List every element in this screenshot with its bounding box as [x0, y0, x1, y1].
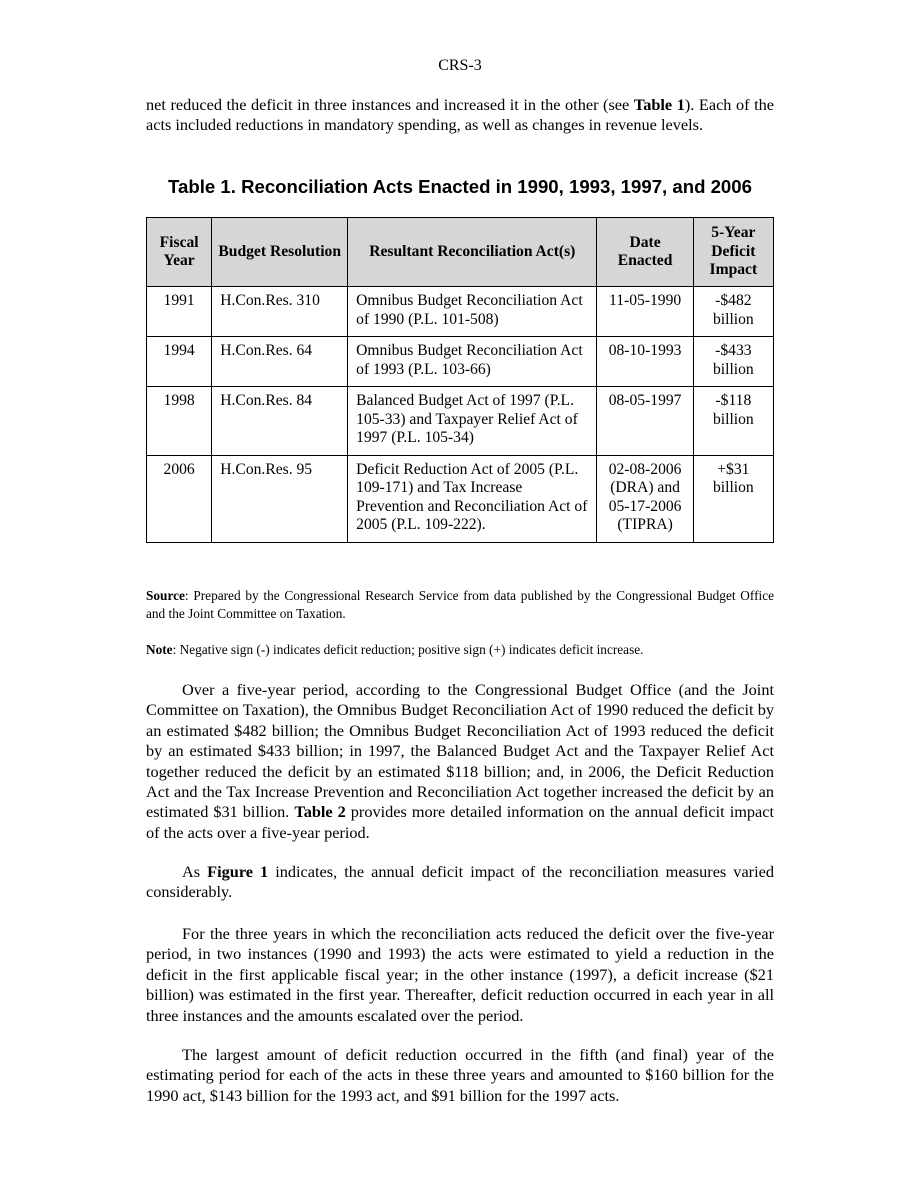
header-budget-resolution: Budget Resolution: [212, 218, 348, 287]
source-text: : Prepared by the Congressional Research Service from data published by the Congressional Budget Office and the Joint Committee on Taxation.: [146, 588, 774, 621]
table-2-reference: Table 2: [294, 802, 346, 822]
intro-text-end: ). Each of the acts included reductions in mandatory spending, as well as changes in revenue levels.: [146, 95, 774, 135]
table-1-reference: Table 1: [633, 95, 685, 114]
note-text: : Negative sign (-) indicates deficit reduction; positive sign (+) indicates deficit increase.: [172, 642, 644, 657]
paragraph-text: Over a five-year period, according to the Congressional Budget Office (and the Joint Committee on Taxation), the Omnibus Budget Reconciliation Act of 1990 reduced the deficit by an estimated $482 billion; the Omnibus Budget Reconciliation Act of 1993 reduced the deficit by an estimated $433 billion; in 1997, the Balanced Budget Act and the Taxpayer Relief Act together reduced the deficit by an estimated $118 billion; and, in 2006, the Deficit Reduction Act and the Tax Increase Prevention and Reconciliation Act together increased the deficit by an estimated $31 billion.: [146, 680, 774, 822]
header-date-enacted: Date Enacted: [597, 218, 693, 287]
table-note: [146, 641, 774, 659]
figure-1-reference: Figure 1: [207, 862, 269, 881]
body-paragraph: For the three years in which the reconciliation acts reduced the deficit over the five-year period, in two instances (1990 and 1993) the acts were estimated to yield a reduction in the deficit in the first applicable fiscal year; in the other instance (1997), a deficit increase ($21 billion) was estimated in the first year. Thereafter, deficit reduction occurred in each year in all three instances and the amounts escalated over the period.: [146, 924, 774, 1025]
table-row: [147, 287, 774, 337]
header-deficit-impact: 5-Year Deficit Impact: [693, 218, 773, 287]
cell-fiscal-year: 1998: [147, 387, 212, 456]
cell-act: Omnibus Budget Reconciliation Act of 1990 (P.L. 101-508): [348, 287, 597, 337]
table-row: [147, 455, 774, 542]
intro-paragraph: [146, 95, 774, 136]
cell-fiscal-year: 1994: [147, 337, 212, 387]
body-paragraph: [146, 862, 774, 903]
cell-date: 11-05-1990: [597, 287, 693, 337]
body-paragraph: [146, 680, 774, 843]
cell-act: Balanced Budget Act of 1997 (P.L. 105-33) and Taxpayer Relief Act of 1997 (P.L. 105-34): [348, 387, 597, 456]
cell-date: 08-10-1993: [597, 337, 693, 387]
cell-date: 08-05-1997: [597, 387, 693, 456]
header-resultant-act: Resultant Reconciliation Act(s): [348, 218, 597, 287]
reconciliation-acts-table: [146, 217, 774, 543]
cell-act: Deficit Reduction Act of 2005 (P.L. 109-171) and Tax Increase Prevention and Reconciliation Act of 2005 (P.L. 109-222).: [348, 455, 597, 542]
table-header-row: [147, 218, 774, 287]
page-number: CRS-3: [438, 57, 482, 74]
source-label: Source: [146, 588, 185, 603]
cell-fiscal-year: 2006: [147, 455, 212, 542]
table-title: Table 1. Reconciliation Acts Enacted in 1990, 1993, 1997, and 2006: [168, 176, 752, 197]
note-label: Note: [146, 642, 173, 657]
cell-date: 02-08-2006 (DRA) and 05-17-2006 (TIPRA): [597, 455, 693, 542]
paragraph-text: As: [182, 862, 208, 881]
cell-impact: +$31 billion: [693, 455, 773, 542]
paragraph-text: provides more detailed information on the annual deficit impact of the acts over a five-year period.: [146, 802, 774, 842]
cell-act: Omnibus Budget Reconciliation Act of 1993 (P.L. 103-66): [348, 337, 597, 387]
cell-impact: -$433 billion: [693, 337, 773, 387]
intro-text-start: net reduced the deficit in three instances and increased it in the other (see: [146, 95, 634, 114]
cell-budget-resolution: H.Con.Res. 64: [212, 337, 348, 387]
cell-budget-resolution: H.Con.Res. 84: [212, 387, 348, 456]
table-source: [146, 587, 774, 623]
cell-fiscal-year: 1991: [147, 287, 212, 337]
body-paragraph: The largest amount of deficit reduction occurred in the fifth (and final) year of the estimating period for each of the acts in these three years and amounted to $160 billion for the 1990 act, $143 billion for the 1993 act, and $91 billion for the 1997 acts.: [146, 1045, 774, 1105]
cell-impact: -$118 billion: [693, 387, 773, 456]
cell-impact: -$482 billion: [693, 287, 773, 337]
cell-budget-resolution: H.Con.Res. 310: [212, 287, 348, 337]
table-row: [147, 337, 774, 387]
paragraph-text: indicates, the annual deficit impact of the reconciliation measures varied considerably.: [146, 862, 774, 902]
cell-budget-resolution: H.Con.Res. 95: [212, 455, 348, 542]
header-fiscal-year: Fiscal Year: [147, 218, 212, 287]
table-row: [147, 387, 774, 456]
